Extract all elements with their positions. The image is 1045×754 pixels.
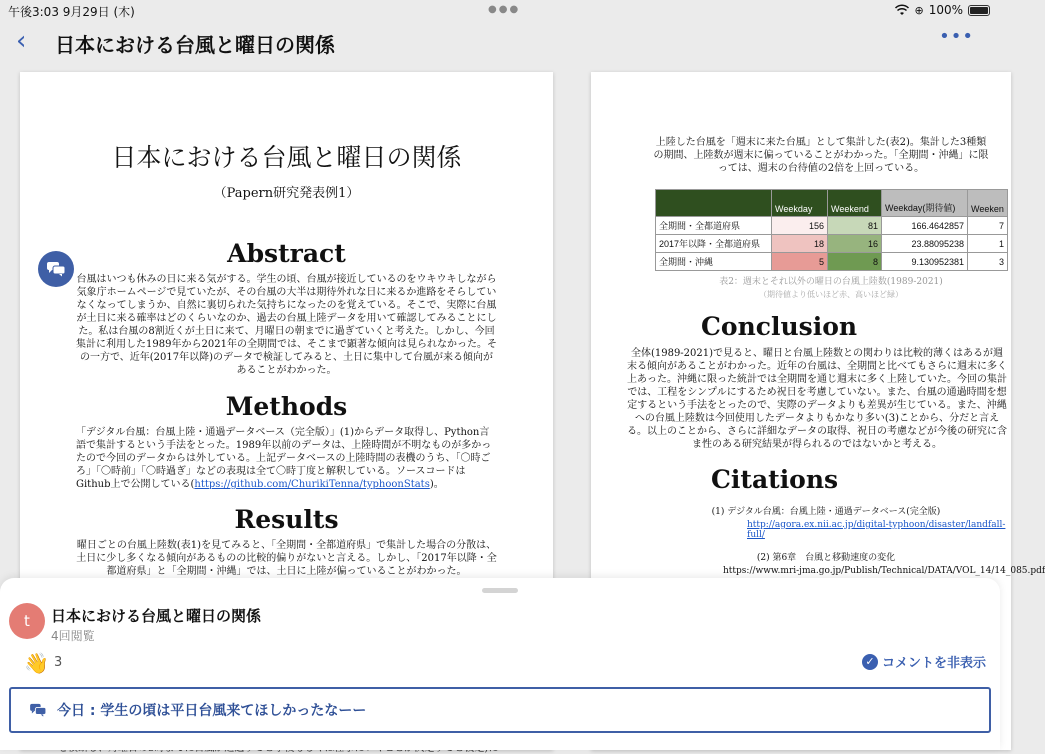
more-options-icon[interactable]: ••• (939, 26, 974, 47)
citation-2-link[interactable]: https://www.mri-jma.go.jp/Publish/Technical/DATA/VOL_14/14_085.pdf (723, 566, 1045, 576)
document-title: 日本における台風と曜日の関係 (111, 143, 462, 172)
table-cell: 1 (968, 235, 1008, 253)
sheet-title: 日本における台風と曜日の関係 (51, 607, 262, 625)
table-cell: 16 (828, 235, 882, 253)
status-time: 午後3:03 9月29日 (木) (8, 5, 135, 19)
weekend-table (655, 189, 1008, 271)
table-note: （期待値より低いほど赤、高いほど緑） (759, 290, 903, 299)
table-header-cell: Weekday(期待値) (882, 190, 968, 217)
checkmark-circle-icon: ✓ (862, 654, 878, 670)
comment-marker-button[interactable] (38, 251, 74, 287)
orientation-lock-icon: ⊕ (914, 3, 924, 17)
table-cell: 18 (772, 235, 828, 253)
page-title: 日本における台風と曜日の関係 (55, 33, 335, 57)
github-link[interactable]: https://github.com/ChurikiTenna/typhoonStats (194, 479, 430, 490)
comment-text: 今日 : 学生の頃は平日台風来てほしかったなーー (57, 703, 367, 719)
table-cell: 156 (772, 217, 828, 235)
table-header-cell: Weekday (772, 190, 828, 217)
methods-heading: Methods (225, 392, 348, 421)
table-cell: 全期間・沖縄 (656, 253, 772, 271)
hide-comments-button[interactable] (862, 652, 986, 671)
table-header-row (656, 190, 1008, 217)
view-count: 4回閲覧 (51, 629, 95, 643)
citation-1: (1) デジタル台風：台風上陸・通過データベース(完全版) (711, 507, 941, 517)
conclusion-heading: Conclusion (701, 312, 858, 341)
citation-1-link[interactable]: http://agora.ex.nii.ac.jp/digital-typhoon/disaster/landfall-full/ (747, 520, 1006, 540)
table-cell: 8 (828, 253, 882, 271)
table-row (656, 235, 1008, 253)
table-cell: 23.88095238 (882, 235, 968, 253)
table-row (656, 253, 1008, 271)
multitask-dots-icon[interactable]: ●●● (488, 4, 521, 15)
wifi-icon (895, 5, 909, 16)
abstract-text: 台風はいつも休みの日に来る気がする。学生の頃、台風が接近しているのをウキウキしながら気象庁ホームページで見ていたが、その台風の大半は期待外れな日に来るか進路をそらしていなくなってしまうか、自然に裏切られた気持ちになったのを覚えている。そこで、実際に台風が土日に来る確率はどのくらいなのか、過去の台風上陸データを用いて確認してみることにした。私は台風の8割近くが土日に来て、月曜日の朝までに過ぎていくと考えた。しかし、今回集計に利用した1989年から2021年の全期間では、そこまで顕著な傾向は見られなかった。その一方で、近年(2017年以降)のデータで検証してみると、土日に集中して台風が来る傾向があることがわかった。 (76, 274, 497, 376)
nav-bar (0, 22, 1000, 62)
chat-bubbles-icon (46, 261, 66, 277)
table-cell: 166.4642857 (882, 217, 968, 235)
avatar[interactable]: t (9, 603, 45, 639)
methods-text: 「デジタル台風：台風上陸・通過データベース（完全版）」(1)からデータ取得し、Python言語で集計するという手法をとった。1989年以前のデータは、上陸時間が不明なものが多かったので今回のデータからは外している。上記データベースの上陸時間の表機のうち、「〇時ごろ」「〇時前」「〇時過ぎ」などの表現は全て〇時丁度と解釈している。ソースコードはGithub上で公開している( (76, 427, 492, 490)
clap-hands-icon[interactable]: 👋 (24, 651, 49, 675)
abstract-heading: Abstract (227, 239, 346, 268)
table-cell: 5 (772, 253, 828, 271)
table-row (656, 217, 1008, 235)
table-caption: 表2：週末とそれ以外の曜日の台風上陸数(1989-2021) (719, 277, 943, 287)
sheet-grabber[interactable] (482, 588, 518, 593)
chat-bubbles-icon (29, 703, 47, 717)
document-subtitle: （Papern研究発表例1） (213, 186, 360, 201)
battery-icon (968, 5, 990, 16)
table-cell: 9.130952381 (882, 253, 968, 271)
hide-comments-label: コメントを非表示 (881, 656, 986, 671)
table-header-cell: Weekend (828, 190, 882, 217)
results-text: 曜日ごとの台風上陸数(表1)を見てみると、「全期間・全都道府県」で集計した場合の分散は、土日に少し多くなる傾向があるものの比較的偏りがないと言える。しかし、「2017年以降・全都道府県」と「全期間・沖縄」では、土日に上陸が偏っていることがわかった。 (76, 540, 497, 577)
table-header-cell: Weeken (968, 190, 1008, 217)
table-cell: 7 (968, 217, 1008, 235)
citations-heading: Citations (711, 465, 839, 494)
results-heading: Results (234, 505, 339, 534)
table-header-cell (656, 190, 772, 217)
citation-2: (2) 第6章 台風と移動速度の変化 (756, 553, 896, 563)
table-intro-text: 上陸した台風を「週末に来た台風」として集計した(表2)。集計した3種類の期間、上陸数が週末に偏っていることがわかった。「全期間・沖縄」に限っては、週末の台待値の2倍を上回っている。 (653, 137, 989, 174)
battery-percent: 100% (928, 3, 963, 17)
methods-tail: )。 (429, 479, 444, 490)
comment-sheet (0, 578, 1000, 750)
table-cell: 81 (828, 217, 882, 235)
table-cell: 2017年以降・全都道府県 (656, 235, 772, 253)
clap-count: 3 (54, 655, 63, 670)
status-bar (0, 0, 1000, 22)
status-right (895, 3, 990, 17)
table-cell: 全期間・全都道府県 (656, 217, 772, 235)
conclusion-text: 全体(1989-2021)で見ると、曜日と台風上陸数との関わりは比較的薄くはあるが週末る傾向があることがわかった。近年の台風は、全期間と比べてもさらに週末に多く上あった。沖縄に限った統計では全期間を通じ週末に多く上陸していた。今回の集計では、工程をシンプルにするため祝日を考慮していない。また、台風の通過時間を想定するという手法をとったので、実際のデータよりも差異が生じている。また、沖縄への台風上陸数は今回使用したデータよりもかなり多い(3)ことから、分だと言える。以上のことから、さらに詳細なデータの取得、祝日の考慮などが今後の研究に含ま性のある研究結果が得られるのではないかと考える。 (627, 348, 1007, 450)
back-chevron-icon[interactable]: ‹ (16, 26, 27, 56)
methods-text-block (20, 426, 553, 491)
comment-item[interactable] (9, 687, 991, 733)
table-cell: 3 (968, 253, 1008, 271)
